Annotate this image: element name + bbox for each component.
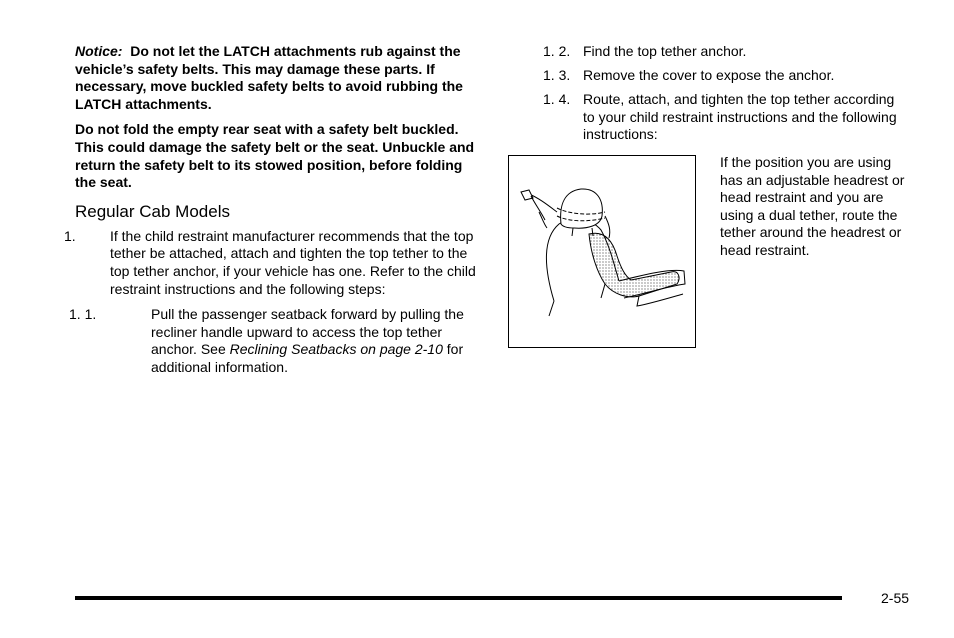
step-number: 1. 1.: [69, 306, 97, 323]
step-text: [151, 306, 480, 376]
seat-tether-drawing: [509, 156, 694, 346]
footer-rule: [75, 596, 842, 600]
step-text: Remove the cover to expose the anchor.: [583, 67, 835, 84]
step-number: 1. 4.: [543, 91, 571, 108]
notice-label: Notice:: [75, 43, 123, 59]
step-1: [64, 227, 480, 298]
notice-paragraph: [75, 43, 480, 113]
step-1-1: [69, 306, 480, 376]
child-seat: [589, 233, 679, 297]
step-text: Route, attach, and tighten the top tether according to your child restraint instructions and the following instructions:: [583, 91, 897, 143]
step-number: 1. 3.: [543, 67, 571, 84]
headrest: [561, 189, 603, 228]
page-number: 2-55: [881, 590, 910, 606]
step-text: Find the top tether anchor.: [583, 43, 747, 59]
step-1-2: [508, 43, 908, 61]
fold-warning: Do not fold the empty rear seat with a safety belt buckled. This could damage the safety belt or the seat. Unbuckle and return the safety belt to its stowed position, before folding the seat.: [75, 121, 475, 191]
cross-reference-link[interactable]: Reclining Seatbacks on page 2-10: [229, 341, 443, 358]
section-heading: Regular Cab Models: [75, 201, 230, 221]
tether-anchor: [521, 190, 533, 200]
step-1-3: [508, 67, 908, 85]
step-text: If the child restraint manufacturer recommends that the top tether be attached, attach and tighten the top tether to the top tether anchor, if your vehicle has one. Refer to the child restraint instructions and the following steps:: [110, 227, 476, 297]
step-number: 1. 2.: [543, 43, 571, 59]
step-text-after: for additional information.: [151, 341, 464, 375]
left-column: [64, 43, 480, 377]
notice-text: Do not let the LATCH attachments rub against the vehicle’s safety belts. This may damage these parts. If necessary, move buckled safety belts to avoid rubbing the LATCH attachments.: [75, 43, 463, 112]
step-text-before: Pull the passenger seatback forward by pulling the recliner handle upward to access the top tether anchor. See: [151, 306, 464, 358]
right-column: [508, 43, 908, 150]
side-note: If the position you are using has an adjustable headrest or head restraint and you are using a dual tether, route the tether around the headrest or head restraint.: [720, 154, 905, 258]
tether-illustration: [508, 155, 696, 348]
step-1-4: [508, 91, 908, 144]
step-number: 1.: [64, 227, 76, 244]
